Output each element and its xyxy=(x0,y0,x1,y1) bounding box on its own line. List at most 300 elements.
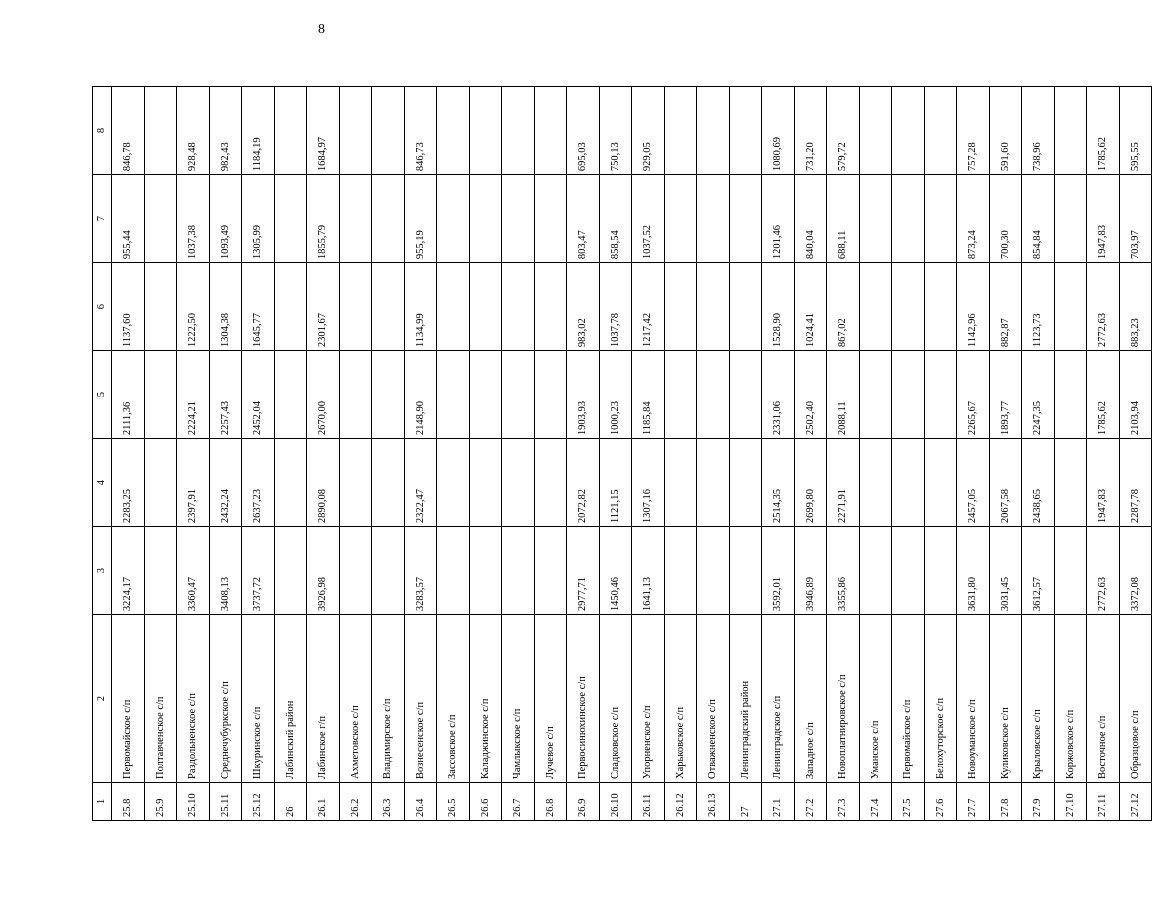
row-number-cell: 26.4 xyxy=(404,782,437,820)
value-cell: 1305,99 xyxy=(242,175,275,263)
value-cell: 1645,77 xyxy=(242,263,275,351)
rotated-table-container xyxy=(92,86,1141,821)
table-row xyxy=(242,87,275,821)
column-header-2: 2 xyxy=(93,615,112,783)
data-table xyxy=(92,86,1152,821)
settlement-name-cell: Среднечубуркское с/п xyxy=(209,615,242,783)
value-cell xyxy=(339,175,372,263)
row-number-cell: 27.5 xyxy=(892,782,925,820)
value-cell xyxy=(469,439,502,527)
row-number-cell: 25.10 xyxy=(177,782,210,820)
value-cell xyxy=(859,351,892,439)
value-cell: 840,04 xyxy=(794,175,827,263)
value-cell: 2452,04 xyxy=(242,351,275,439)
settlement-name-cell: Упорненское с/п xyxy=(632,615,665,783)
value-cell: 2438,65 xyxy=(1022,439,1055,527)
value-cell: 846,73 xyxy=(404,87,437,175)
value-cell xyxy=(892,87,925,175)
settlement-name-cell: Коржовское с/п xyxy=(1054,615,1087,783)
value-cell xyxy=(144,527,177,615)
value-cell xyxy=(664,439,697,527)
value-cell: 750,13 xyxy=(599,87,632,175)
settlement-name-cell: Владимирское с/п xyxy=(372,615,405,783)
value-cell xyxy=(502,351,535,439)
settlement-name-cell: Западное с/п xyxy=(794,615,827,783)
value-cell: 3631,80 xyxy=(957,527,990,615)
table-row xyxy=(1087,87,1120,821)
value-cell: 928,48 xyxy=(177,87,210,175)
settlement-name-cell: Белохуторское с/п xyxy=(924,615,957,783)
settlement-name-cell: Отважненское с/п xyxy=(697,615,730,783)
value-cell: 2072,82 xyxy=(567,439,600,527)
value-cell xyxy=(437,175,470,263)
table-row xyxy=(502,87,535,821)
value-cell: 883,23 xyxy=(1119,263,1152,351)
table-row xyxy=(1119,87,1152,821)
value-cell: 982,43 xyxy=(209,87,242,175)
value-cell: 3408,13 xyxy=(209,527,242,615)
value-cell: 1947,83 xyxy=(1087,439,1120,527)
value-cell: 688,11 xyxy=(827,175,860,263)
value-cell: 2637,23 xyxy=(242,439,275,527)
table-row xyxy=(762,87,795,821)
settlement-name-cell: Лабинское г/п xyxy=(307,615,340,783)
value-cell xyxy=(469,263,502,351)
row-number-cell: 26.3 xyxy=(372,782,405,820)
value-cell: 591,60 xyxy=(989,87,1022,175)
value-cell: 2977,71 xyxy=(567,527,600,615)
value-cell xyxy=(469,351,502,439)
value-cell: 983,02 xyxy=(567,263,600,351)
value-cell: 1785,62 xyxy=(1087,87,1120,175)
value-cell: 2271,91 xyxy=(827,439,860,527)
value-cell xyxy=(372,351,405,439)
value-cell: 955,44 xyxy=(112,175,145,263)
value-cell: 1201,46 xyxy=(762,175,795,263)
value-cell xyxy=(534,87,567,175)
value-cell xyxy=(697,175,730,263)
value-cell xyxy=(1054,351,1087,439)
table-row xyxy=(144,87,177,821)
value-cell xyxy=(729,87,762,175)
value-cell xyxy=(1054,175,1087,263)
value-cell xyxy=(924,87,957,175)
value-cell: 3372,08 xyxy=(1119,527,1152,615)
value-cell xyxy=(1054,527,1087,615)
column-header-4: 4 xyxy=(93,439,112,527)
value-cell xyxy=(502,439,535,527)
value-cell xyxy=(372,527,405,615)
row-number-cell: 26.10 xyxy=(599,782,632,820)
row-number-cell: 26.6 xyxy=(469,782,502,820)
value-cell xyxy=(534,527,567,615)
value-cell: 731,20 xyxy=(794,87,827,175)
table-row xyxy=(794,87,827,821)
value-cell: 2103,94 xyxy=(1119,351,1152,439)
value-cell xyxy=(892,263,925,351)
value-cell: 1855,79 xyxy=(307,175,340,263)
value-cell xyxy=(534,263,567,351)
settlement-name-cell: Куликовское с/п xyxy=(989,615,1022,783)
settlement-name-cell: Новоплатнировское с/п xyxy=(827,615,860,783)
value-cell: 1641,13 xyxy=(632,527,665,615)
value-cell: 1184,19 xyxy=(242,87,275,175)
settlement-name-cell: Ленинградское с/п xyxy=(762,615,795,783)
value-cell xyxy=(859,439,892,527)
settlement-name-cell: Новоуманское с/п xyxy=(957,615,990,783)
value-cell: 2265,67 xyxy=(957,351,990,439)
row-number-cell: 25.12 xyxy=(242,782,275,820)
table-row xyxy=(697,87,730,821)
value-cell xyxy=(859,263,892,351)
column-header-1: 1 xyxy=(93,782,112,820)
value-cell: 3224,17 xyxy=(112,527,145,615)
value-cell: 2301,67 xyxy=(307,263,340,351)
value-cell: 695,03 xyxy=(567,87,600,175)
settlement-name-cell: Чамлыкское с/п xyxy=(502,615,535,783)
value-cell xyxy=(697,527,730,615)
value-cell: 867,02 xyxy=(827,263,860,351)
table-row xyxy=(209,87,242,821)
value-cell xyxy=(144,439,177,527)
value-cell: 2699,80 xyxy=(794,439,827,527)
value-cell: 1037,38 xyxy=(177,175,210,263)
settlement-name-cell: Ленинградский район xyxy=(729,615,762,783)
value-cell xyxy=(924,527,957,615)
table-row xyxy=(567,87,600,821)
column-header-5: 5 xyxy=(93,351,112,439)
value-cell: 2247,35 xyxy=(1022,351,1055,439)
value-cell xyxy=(339,351,372,439)
table-row xyxy=(892,87,925,821)
value-cell: 1000,23 xyxy=(599,351,632,439)
row-number-cell: 26.2 xyxy=(339,782,372,820)
value-cell: 2397,91 xyxy=(177,439,210,527)
table-row xyxy=(632,87,665,821)
value-cell xyxy=(372,263,405,351)
settlement-name-cell: Первомайское с/п xyxy=(892,615,925,783)
value-cell: 2502,40 xyxy=(794,351,827,439)
value-cell xyxy=(502,263,535,351)
table-body xyxy=(112,87,1152,821)
value-cell xyxy=(892,527,925,615)
value-cell xyxy=(664,87,697,175)
row-number-cell: 26.13 xyxy=(697,782,730,820)
value-cell: 1947,83 xyxy=(1087,175,1120,263)
value-cell xyxy=(729,175,762,263)
row-number-cell: 26.8 xyxy=(534,782,567,820)
value-cell: 2890,08 xyxy=(307,439,340,527)
value-cell xyxy=(664,175,697,263)
row-number-cell: 26.7 xyxy=(502,782,535,820)
value-cell xyxy=(697,351,730,439)
row-number-cell: 26.1 xyxy=(307,782,340,820)
value-cell: 2283,25 xyxy=(112,439,145,527)
value-cell xyxy=(372,87,405,175)
value-cell xyxy=(697,87,730,175)
row-number-cell: 26.12 xyxy=(664,782,697,820)
value-cell: 2287,78 xyxy=(1119,439,1152,527)
settlement-name-cell: Вознесенское с/п xyxy=(404,615,437,783)
value-cell: 2257,43 xyxy=(209,351,242,439)
table-row xyxy=(924,87,957,821)
settlement-name-cell: Первосинюхинское с/п xyxy=(567,615,600,783)
settlement-name-cell: Лабинский район xyxy=(274,615,307,783)
table-row xyxy=(437,87,470,821)
settlement-name-cell: Крыловское с/п xyxy=(1022,615,1055,783)
value-cell: 2088,11 xyxy=(827,351,860,439)
value-cell: 1785,62 xyxy=(1087,351,1120,439)
value-cell: 2111,36 xyxy=(112,351,145,439)
table-row xyxy=(372,87,405,821)
value-cell xyxy=(437,527,470,615)
row-number-cell: 27.9 xyxy=(1022,782,1055,820)
value-cell xyxy=(534,351,567,439)
row-number-cell: 27.1 xyxy=(762,782,795,820)
value-cell xyxy=(469,87,502,175)
value-cell xyxy=(144,175,177,263)
value-cell xyxy=(144,351,177,439)
value-cell xyxy=(664,263,697,351)
settlement-name-cell: Первомайское с/п xyxy=(112,615,145,783)
row-number-cell: 27.3 xyxy=(827,782,860,820)
value-cell: 1142,96 xyxy=(957,263,990,351)
row-number-cell: 27 xyxy=(729,782,762,820)
value-cell xyxy=(859,527,892,615)
column-header-7: 7 xyxy=(93,175,112,263)
settlement-name-cell: Зассовское с/п xyxy=(437,615,470,783)
value-cell: 3737,72 xyxy=(242,527,275,615)
value-cell xyxy=(339,87,372,175)
value-cell xyxy=(274,351,307,439)
value-cell xyxy=(274,439,307,527)
settlement-name-cell: Ахметовское с/п xyxy=(339,615,372,783)
value-cell xyxy=(469,175,502,263)
value-cell xyxy=(664,351,697,439)
settlement-name-cell: Полтавченское с/п xyxy=(144,615,177,783)
table-row xyxy=(307,87,340,821)
table-row xyxy=(274,87,307,821)
value-cell: 738,96 xyxy=(1022,87,1055,175)
settlement-name-cell: Харьковское с/п xyxy=(664,615,697,783)
row-number-cell: 27.12 xyxy=(1119,782,1152,820)
value-cell xyxy=(437,87,470,175)
value-cell: 2224,21 xyxy=(177,351,210,439)
value-cell: 1222,50 xyxy=(177,263,210,351)
value-cell xyxy=(372,175,405,263)
table-row xyxy=(827,87,860,821)
settlement-name-cell: Образцовое с/п xyxy=(1119,615,1152,783)
value-cell: 3592,01 xyxy=(762,527,795,615)
value-cell xyxy=(274,87,307,175)
value-cell: 1307,16 xyxy=(632,439,665,527)
value-cell: 854,84 xyxy=(1022,175,1055,263)
value-cell xyxy=(729,439,762,527)
settlement-name-cell: Раздольненское с/п xyxy=(177,615,210,783)
value-cell: 2772,63 xyxy=(1087,527,1120,615)
value-cell: 1137,60 xyxy=(112,263,145,351)
value-cell xyxy=(1054,87,1087,175)
value-cell: 3926,98 xyxy=(307,527,340,615)
value-cell: 2670,00 xyxy=(307,351,340,439)
value-cell xyxy=(1054,263,1087,351)
value-cell: 2432,24 xyxy=(209,439,242,527)
row-number-cell: 25.9 xyxy=(144,782,177,820)
value-cell xyxy=(729,527,762,615)
value-cell xyxy=(274,527,307,615)
value-cell: 955,19 xyxy=(404,175,437,263)
value-cell xyxy=(502,527,535,615)
table-row xyxy=(534,87,567,821)
value-cell xyxy=(437,263,470,351)
value-cell xyxy=(534,439,567,527)
value-cell: 757,28 xyxy=(957,87,990,175)
value-cell: 579,72 xyxy=(827,87,860,175)
table-row xyxy=(112,87,145,821)
settlement-name-cell: Сладковское с/п xyxy=(599,615,632,783)
value-cell xyxy=(892,351,925,439)
column-header-8: 8 xyxy=(93,87,112,175)
table-row xyxy=(859,87,892,821)
value-cell: 3612,57 xyxy=(1022,527,1055,615)
settlement-name-cell: Уманское с/п xyxy=(859,615,892,783)
value-cell xyxy=(274,175,307,263)
value-cell xyxy=(274,263,307,351)
value-cell: 1185,84 xyxy=(632,351,665,439)
value-cell: 846,78 xyxy=(112,87,145,175)
value-cell: 3283,57 xyxy=(404,527,437,615)
value-cell xyxy=(859,175,892,263)
value-cell: 1528,90 xyxy=(762,263,795,351)
value-cell xyxy=(729,351,762,439)
table-row xyxy=(1022,87,1055,821)
table-header-row xyxy=(93,87,112,821)
settlement-name-cell: Восточное с/п xyxy=(1087,615,1120,783)
row-number-cell: 27.6 xyxy=(924,782,957,820)
value-cell: 703,97 xyxy=(1119,175,1152,263)
value-cell: 3360,47 xyxy=(177,527,210,615)
settlement-name-cell: Каладжинское с/п xyxy=(469,615,502,783)
value-cell xyxy=(339,527,372,615)
row-number-cell: 27.8 xyxy=(989,782,1022,820)
value-cell xyxy=(339,263,372,351)
value-cell: 1450,46 xyxy=(599,527,632,615)
value-cell: 2148,90 xyxy=(404,351,437,439)
value-cell xyxy=(144,263,177,351)
row-number-cell: 27.11 xyxy=(1087,782,1120,820)
value-cell: 1121,15 xyxy=(599,439,632,527)
value-cell xyxy=(437,439,470,527)
value-cell: 1024,41 xyxy=(794,263,827,351)
value-cell xyxy=(534,175,567,263)
value-cell: 3946,89 xyxy=(794,527,827,615)
value-cell: 1893,77 xyxy=(989,351,1022,439)
value-cell: 595,55 xyxy=(1119,87,1152,175)
row-number-cell: 27.2 xyxy=(794,782,827,820)
value-cell: 1217,42 xyxy=(632,263,665,351)
table-row xyxy=(664,87,697,821)
value-cell xyxy=(437,351,470,439)
value-cell: 2457,05 xyxy=(957,439,990,527)
value-cell xyxy=(859,87,892,175)
value-cell: 3031,45 xyxy=(989,527,1022,615)
value-cell: 1123,73 xyxy=(1022,263,1055,351)
value-cell xyxy=(924,175,957,263)
value-cell: 858,54 xyxy=(599,175,632,263)
value-cell: 1037,78 xyxy=(599,263,632,351)
value-cell: 1037,52 xyxy=(632,175,665,263)
table-row xyxy=(1054,87,1087,821)
value-cell: 1304,38 xyxy=(209,263,242,351)
value-cell xyxy=(339,439,372,527)
value-cell: 2514,35 xyxy=(762,439,795,527)
value-cell: 1134,99 xyxy=(404,263,437,351)
value-cell xyxy=(1054,439,1087,527)
table-row xyxy=(729,87,762,821)
value-cell xyxy=(144,87,177,175)
row-number-cell: 26.5 xyxy=(437,782,470,820)
value-cell xyxy=(372,439,405,527)
table-row xyxy=(177,87,210,821)
value-cell: 1093,49 xyxy=(209,175,242,263)
row-number-cell: 27.10 xyxy=(1054,782,1087,820)
value-cell: 2322,47 xyxy=(404,439,437,527)
value-cell: 2772,63 xyxy=(1087,263,1120,351)
column-header-3: 3 xyxy=(93,527,112,615)
row-number-cell: 26.9 xyxy=(567,782,600,820)
table-row xyxy=(957,87,990,821)
table-row xyxy=(339,87,372,821)
row-number-cell: 25.11 xyxy=(209,782,242,820)
table-row xyxy=(404,87,437,821)
value-cell xyxy=(697,439,730,527)
value-cell xyxy=(924,351,957,439)
value-cell xyxy=(924,439,957,527)
row-number-cell: 26.11 xyxy=(632,782,665,820)
value-cell xyxy=(924,263,957,351)
value-cell xyxy=(469,527,502,615)
value-cell: 929,05 xyxy=(632,87,665,175)
value-cell xyxy=(664,527,697,615)
row-number-cell: 25.8 xyxy=(112,782,145,820)
row-number-cell: 27.4 xyxy=(859,782,892,820)
table-row xyxy=(599,87,632,821)
value-cell xyxy=(892,439,925,527)
settlement-name-cell: Шкуринское с/п xyxy=(242,615,275,783)
value-cell: 3355,86 xyxy=(827,527,860,615)
column-header-6: 6 xyxy=(93,263,112,351)
value-cell: 2067,58 xyxy=(989,439,1022,527)
page-number: 8 xyxy=(318,22,325,37)
value-cell: 1903,93 xyxy=(567,351,600,439)
value-cell: 700,30 xyxy=(989,175,1022,263)
value-cell xyxy=(502,175,535,263)
value-cell: 1684,97 xyxy=(307,87,340,175)
value-cell xyxy=(892,175,925,263)
value-cell: 882,87 xyxy=(989,263,1022,351)
row-number-cell: 27.7 xyxy=(957,782,990,820)
table-row xyxy=(989,87,1022,821)
value-cell: 803,47 xyxy=(567,175,600,263)
value-cell: 873,24 xyxy=(957,175,990,263)
value-cell: 2331,06 xyxy=(762,351,795,439)
value-cell xyxy=(502,87,535,175)
value-cell: 1080,69 xyxy=(762,87,795,175)
table-row xyxy=(469,87,502,821)
settlement-name-cell: Лучевое с/п xyxy=(534,615,567,783)
row-number-cell: 26 xyxy=(274,782,307,820)
value-cell xyxy=(729,263,762,351)
